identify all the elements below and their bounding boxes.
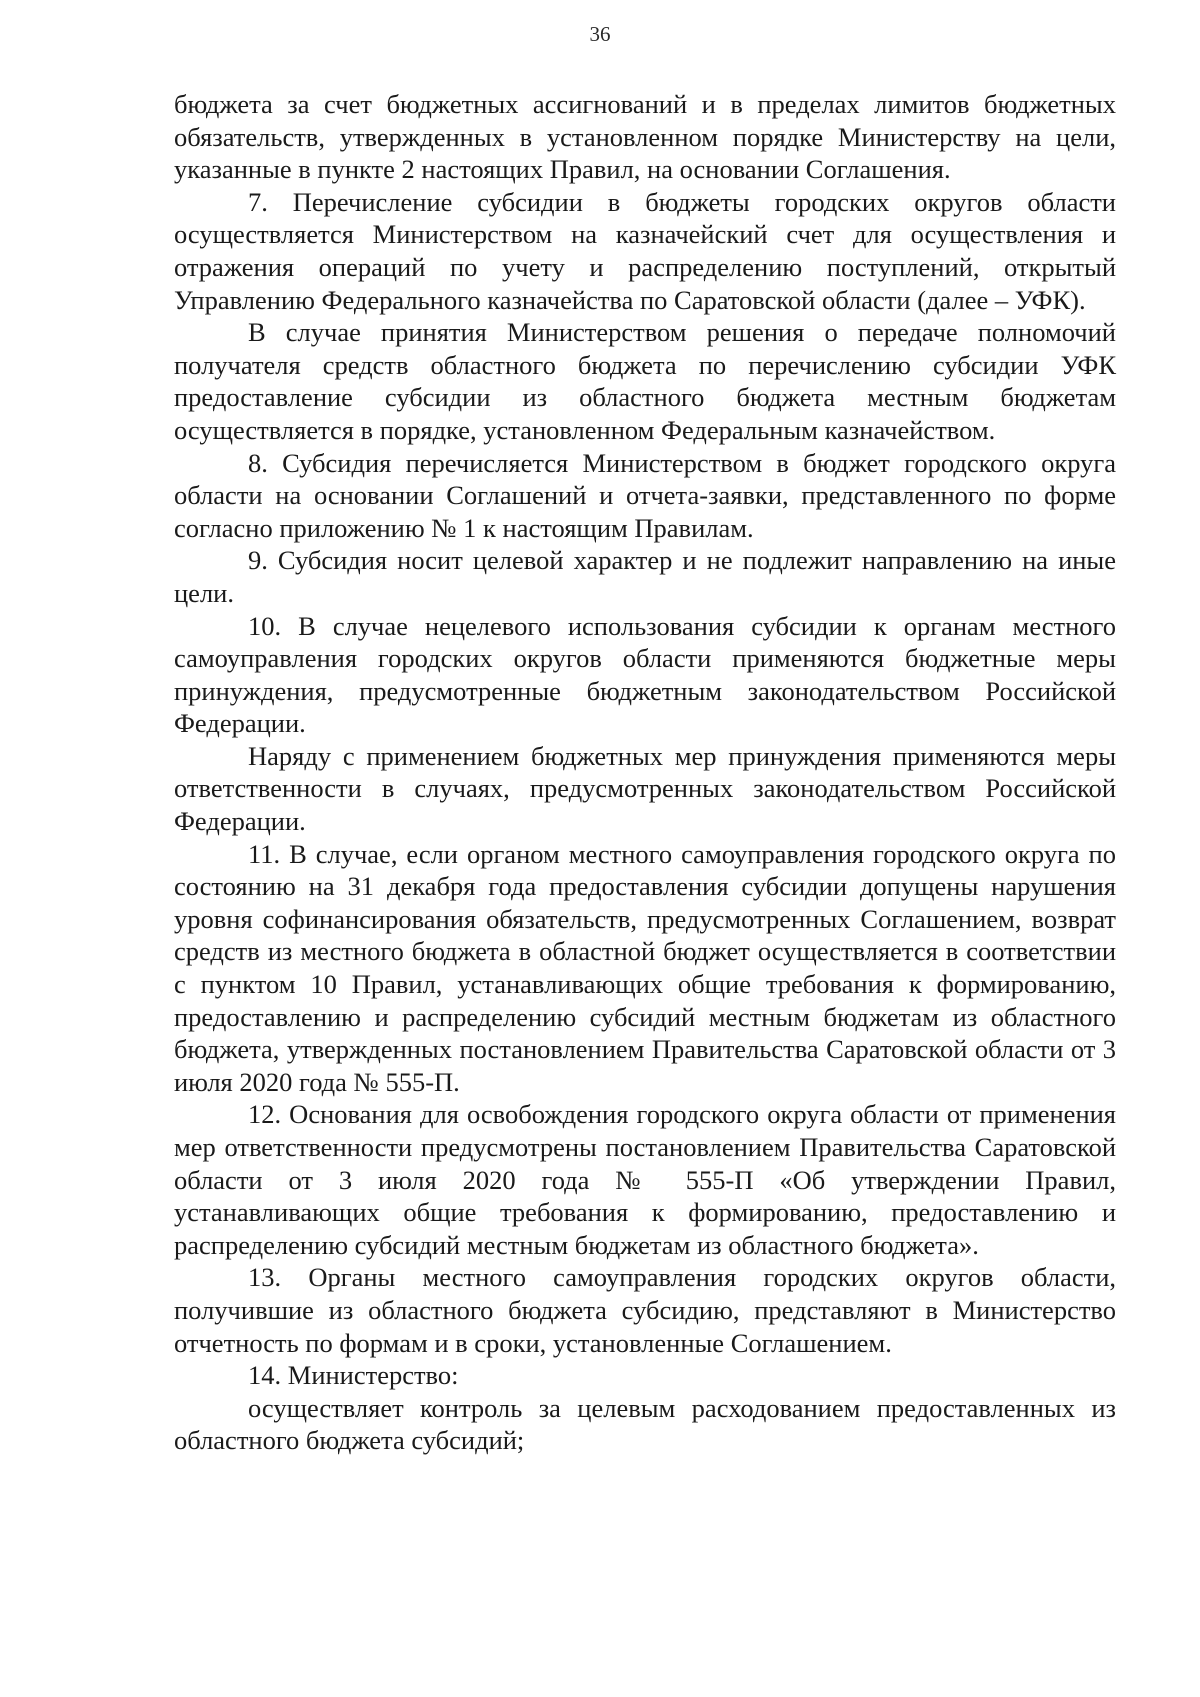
paragraph-continuation: бюджета за счет бюджетных ассигнований и в пределах лимитов бюджетных обязательств, утвержденных в установленном порядке Министерству на цели, указанные в пункте 2 настоящих Правил, на основании Соглашения. xyxy=(174,89,1116,185)
paragraph-item-11: 11. В случае, если органом местного самоуправления городского округа по состоянию на 31 декабря года предоставления субсидии допущены нарушения уровня софинансирования обязательств, предусмотренных Соглашением, возврат средств из местного бюджета в областной бюджет осуществляется в соответствии с пунктом 10 Правил, устанавливающих общие требования к формированию, предоставлению и распределению субсидий местным бюджетам из областного бюджета, утвержденных постановлением Правительства Саратовской области от 3 июля 2020 года № 555-П. xyxy=(174,838,1116,1097)
page-number: 36 xyxy=(589,22,611,46)
document-body xyxy=(174,88,1116,1457)
paragraph-item-10: 10. В случае нецелевого использования субсидии к органам местного самоуправления городских округов области применяются бюджетные меры принуждения, предусмотренные бюджетным законодательством Российской Федерации. xyxy=(174,610,1116,739)
paragraph-item-9: 9. Субсидия носит целевой характер и не подлежит направлению на иные цели. xyxy=(174,545,1116,608)
paragraph-item-7-transfer: В случае принятия Министерством решения о передаче полномочий получателя средств областного бюджета по перечислению субсидии УФК предоставление субсидии из областного бюджета местным бюджетам осуществляется в порядке, установленном Федеральным казначейством. xyxy=(174,317,1116,445)
paragraph-item-14: 14. Министерство: xyxy=(248,1360,459,1391)
paragraph-item-10-liability: Наряду с применением бюджетных мер принуждения применяются меры ответственности в случаях, предусмотренных законодательством Российской Федерации. xyxy=(174,740,1116,837)
paragraph-item-7: 7. Перечисление субсидии в бюджеты городских округов области осуществляется Министерством на казначейский счет для осуществления и отражения операций по учету и распределению поступлений, открытый Управлению Федерального казначейства по Саратовской области (далее – УФК). xyxy=(174,186,1116,315)
paragraph-item-8: 8. Субсидия перечисляется Министерством в бюджет городского округа области на основании Соглашений и отчета-заявки, представленного по форме согласно приложению № 1 к настоящим Правилам. xyxy=(174,447,1116,543)
paragraph-item-12: 12. Основания для освобождения городского округа области от применения мер ответственности предусмотрены постановлением Правительства Саратовской области от 3 июля 2020 года № 555-П «Об утверждении Правил, устанавливающих общие требования к формированию, предоставлению и распределению субсидий местным бюджетам из областного бюджета». xyxy=(174,1099,1116,1260)
paragraph-item-14-control: осуществляет контроль за целевым расходованием предоставленных из областного бюджета субсидий; xyxy=(174,1392,1116,1456)
paragraph-item-13: 13. Органы местного самоуправления городских округов области, получившие из областного бюджета субсидию, представляют в Министерство отчетность по формам и в сроки, установленные Соглашением. xyxy=(174,1262,1116,1358)
